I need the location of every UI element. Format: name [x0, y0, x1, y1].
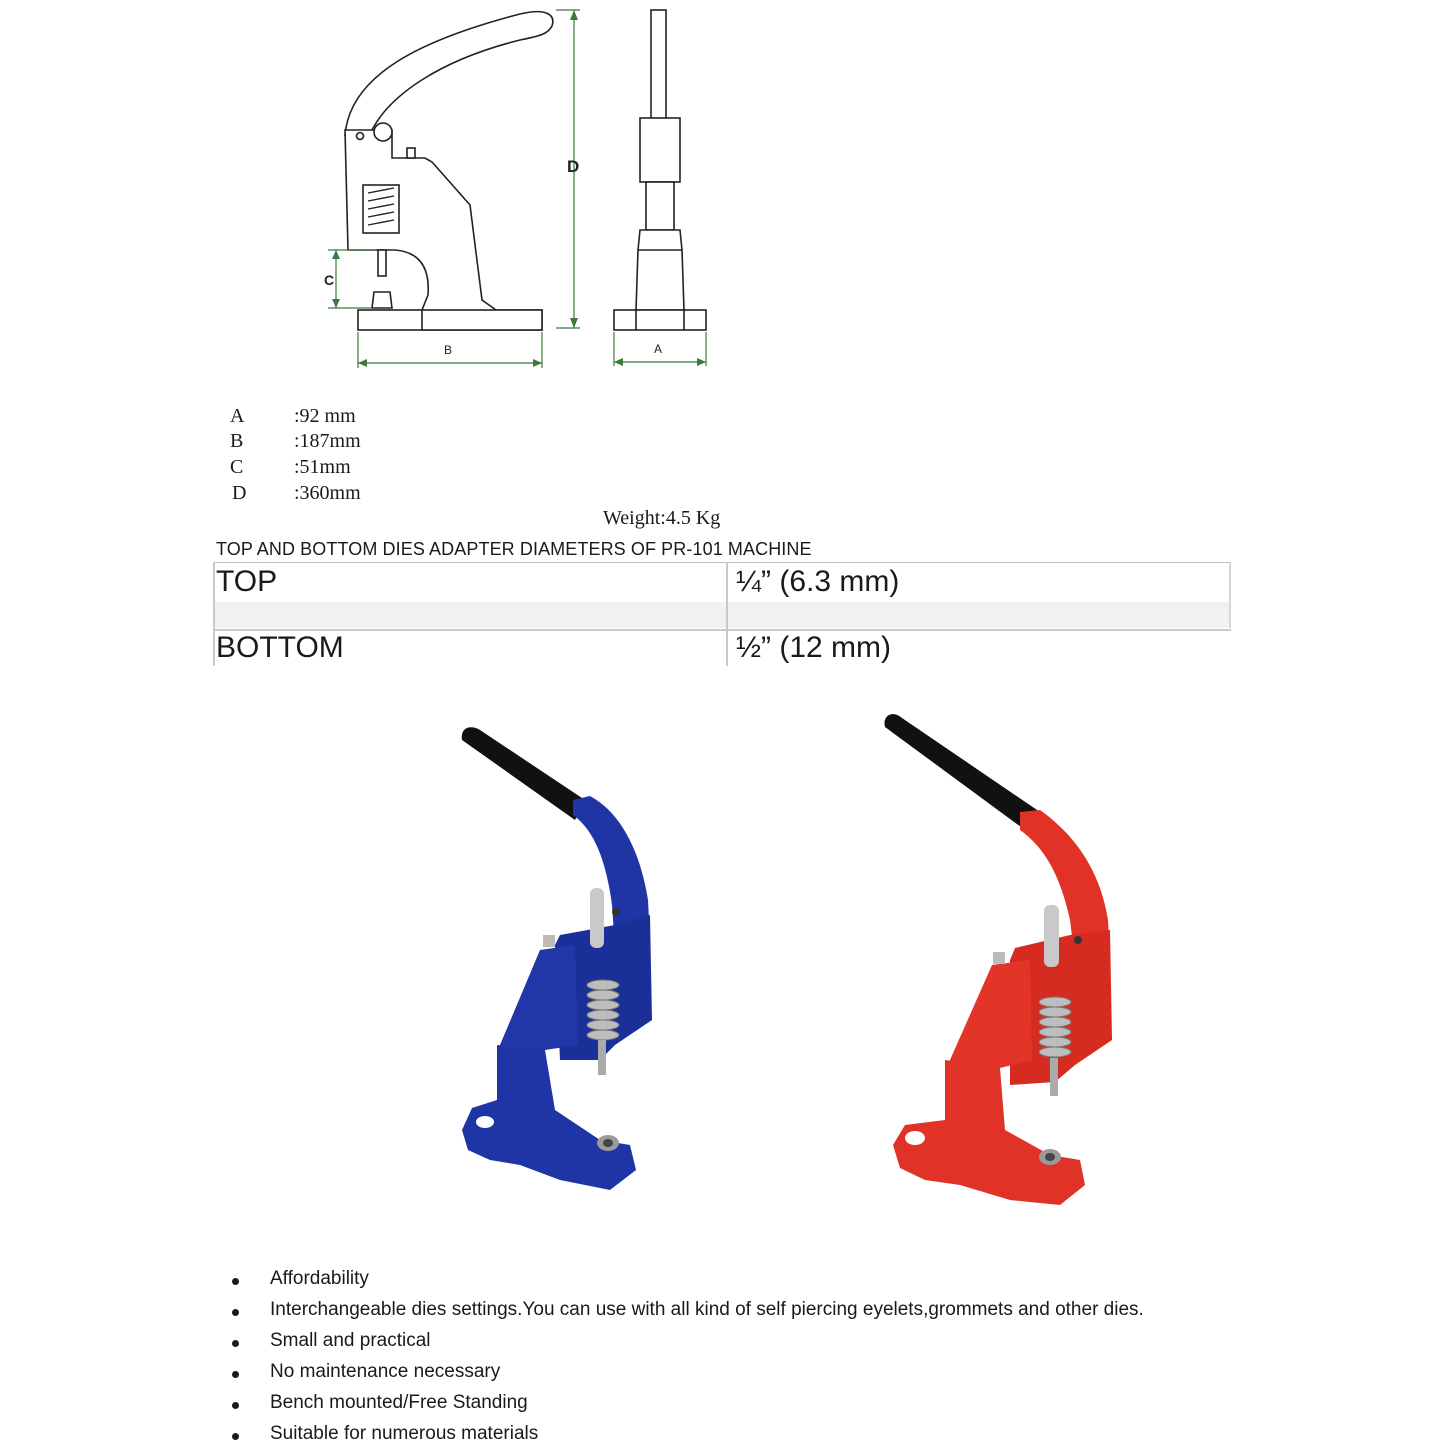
spec-value: :92 mm — [294, 405, 356, 427]
spec-letter: A — [230, 405, 245, 427]
list-item — [230, 1392, 1144, 1423]
red-press-photo — [884, 714, 1112, 1205]
table-row-bottom-value: ½” (12 mm) — [736, 631, 892, 664]
spec-value: :187mm — [294, 430, 361, 452]
dies-table-title: TOP AND BOTTOM DIES ADAPTER DIAMETERS OF PR-101 MACHINE — [216, 539, 812, 559]
bullet-icon — [232, 1433, 239, 1440]
bullet-icon — [232, 1371, 239, 1378]
table-row-top-value: ¼” (6.3 mm) — [736, 565, 900, 598]
list-item — [230, 1361, 1144, 1392]
spec-value: :360mm — [294, 482, 361, 504]
dim-label-c: C — [324, 272, 335, 288]
blue-press-photo — [462, 727, 652, 1190]
feature-text: Suitable for numerous materials — [270, 1423, 539, 1444]
feature-text: Affordability — [270, 1268, 369, 1289]
weight-text: Weight:4.5 Kg — [603, 507, 721, 529]
bullet-icon — [232, 1278, 239, 1285]
features-list — [230, 1268, 1144, 1454]
spec-value: :51mm — [294, 456, 351, 478]
table-row-bottom-label: BOTTOM — [216, 631, 344, 664]
list-item — [230, 1330, 1144, 1361]
spec-letter: C — [230, 456, 244, 478]
spec-letter: D — [232, 482, 247, 504]
dim-label-a: A — [654, 342, 663, 356]
list-item — [230, 1423, 1144, 1454]
feature-text: No maintenance necessary — [270, 1361, 501, 1382]
feature-text: Bench mounted/Free Standing — [270, 1392, 528, 1413]
list-item — [230, 1268, 1144, 1299]
feature-text: Small and practical — [270, 1330, 431, 1351]
bullet-icon — [232, 1309, 239, 1316]
spec-letter: B — [230, 430, 244, 452]
dim-label-d: D — [567, 157, 580, 176]
list-item — [230, 1299, 1144, 1330]
bullet-icon — [232, 1340, 239, 1347]
feature-text: Interchangeable dies settings.You can use with all kind of self piercing eyelets,grommets and other dies. — [270, 1299, 1144, 1320]
table-row-top-label: TOP — [216, 565, 278, 598]
bullet-icon — [232, 1402, 239, 1409]
dim-label-b: B — [444, 343, 453, 357]
